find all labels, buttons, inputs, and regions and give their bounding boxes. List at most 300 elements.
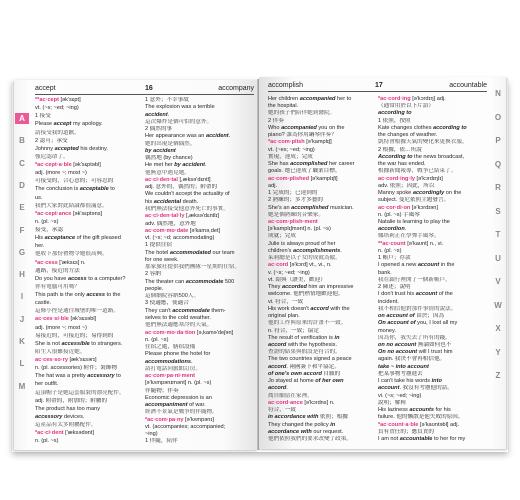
example-sentence [145, 308, 255, 314]
headword: *ac·cept·ance [35, 210, 72, 217]
headword: ac·com·mo·date [145, 227, 189, 234]
text-segment: him an impressive [306, 284, 354, 291]
line-text: 易接近的，可接近的；易得到的 [35, 332, 114, 339]
pronunciation: [ə'kɔrdns] n. [302, 399, 335, 406]
grammar-line [378, 248, 488, 254]
example-sentence [268, 96, 375, 102]
definition-line [268, 154, 375, 160]
index-tab-h: H [19, 270, 25, 280]
keyword: accomplished [291, 204, 329, 211]
headword-line [268, 176, 375, 182]
line-text: 接受，承認 [35, 227, 63, 233]
index-tab-e: E [19, 203, 25, 213]
text-segment: 500 [223, 278, 235, 285]
keyword: On no account [378, 349, 418, 356]
line-text: 經濟不景氣是戰爭的伴隨物。 [145, 409, 218, 416]
headword-line [145, 330, 255, 336]
text-segment: We couldn't accept the actuality of [145, 191, 230, 198]
translation-line [378, 233, 488, 239]
definition-line [35, 268, 143, 274]
definition-line [268, 299, 375, 305]
text-segment: on the [444, 190, 462, 197]
text-segment: welcome. 他們熱情地歡迎他。 [268, 291, 344, 298]
text-segment: our request. [311, 428, 344, 435]
line-text: n. (pl. ~s) [378, 247, 402, 254]
line-text: 符合，一致 [268, 407, 296, 414]
translation-line [35, 154, 143, 160]
translation-line [35, 203, 143, 209]
phrase-line [268, 414, 375, 420]
definition-line [145, 126, 255, 132]
phrase-line [378, 342, 488, 348]
index-tab-y: Y [495, 347, 501, 357]
text-segment: 依照；根據 [318, 414, 348, 421]
text-segment: The product has too many [35, 405, 100, 412]
grammar-line [145, 424, 255, 430]
text-segment: for one week. [145, 256, 179, 263]
line-text: 茱莉總是以子女的成就為傲。 [268, 255, 341, 262]
text-segment: you on the [316, 124, 345, 131]
grammar-line [268, 226, 375, 232]
line-text: n. (pl. ~s) [35, 438, 59, 445]
guide-word-last: accompany [218, 85, 254, 92]
example-sentence [35, 243, 143, 249]
text-segment: the news broadcast, [412, 153, 465, 160]
text-segment: . 我沒有考慮他的話。 [399, 385, 453, 392]
index-tab-x: X [495, 324, 501, 333]
example-sentence [145, 286, 255, 292]
line-text: vt. 給與（讚美，歡迎） [268, 276, 326, 283]
example-sentence [378, 356, 488, 362]
text-segment: . [205, 162, 207, 169]
index-tab-d: D [19, 180, 25, 190]
example-sentence [378, 132, 488, 138]
text-segment: The two countries signed a peace [268, 356, 352, 363]
line-text: 娜塔莉正在學彈手風琴。 [378, 233, 440, 240]
text-segment: musician. [328, 204, 354, 211]
line-text: 伴隨物；伴奏 [145, 387, 179, 394]
example-sentence [268, 429, 375, 435]
grammar-line [268, 270, 375, 276]
example-sentence [378, 385, 488, 391]
index-tab-v: V [495, 277, 501, 286]
headword: ac·ces·so·ry [35, 357, 68, 363]
definition-line [145, 438, 255, 444]
example-sentence [268, 205, 375, 211]
pronunciation: [ə'kɔrdɪŋ] adj. [410, 96, 446, 102]
keyword: accommodate [185, 278, 224, 285]
grammar-line [145, 235, 255, 241]
line-text: 我在銀行裡開了一個新帳戶。 [378, 276, 451, 283]
line-text: v. (~s; ~ed; ~ing) [268, 269, 310, 276]
pronunciation: [ə'kaʊntəbl] adj. [418, 421, 460, 428]
translation-line [378, 277, 488, 283]
pronunciation: [ə'kɔrd] vt., vi., n. [288, 262, 332, 269]
example-sentence [378, 270, 488, 276]
line-text: n. 符合，一致；協定 [268, 327, 319, 334]
index-tab-z: Z [495, 371, 501, 380]
text-segment: them- [209, 307, 226, 314]
headword-line [145, 373, 255, 379]
definition-line [145, 242, 255, 248]
phrase-line [378, 110, 488, 116]
line-text: 凱特會根據天氣的變化來更換衣服。 [378, 139, 468, 146]
pronunciation: ['æksədənt] [63, 430, 94, 437]
translation-line [145, 119, 255, 125]
line-text: 她的出現是個偶然。 [145, 140, 196, 147]
text-segment: They changed the policy [268, 421, 331, 428]
text-segment: selves to the cold weather. [145, 314, 211, 321]
guide-word-first: accomplish [268, 82, 304, 89]
text-segment: people. [145, 285, 164, 292]
line-text: 成就；完成 [268, 233, 296, 240]
index-tab-k: K [19, 337, 25, 346]
index-tab-j: J [19, 314, 25, 324]
headword-line [145, 417, 255, 423]
text-segment: money. [378, 327, 396, 334]
translation-line [35, 308, 143, 314]
headword: ac·ci·den·tal [145, 176, 178, 183]
example-sentence [145, 351, 255, 357]
index-tab-p: P [495, 136, 501, 145]
dictionary-page-right [259, 77, 506, 449]
text-segment: They can't [145, 307, 173, 314]
example-sentence [145, 162, 255, 168]
definition-line [378, 147, 488, 153]
example-sentence [378, 407, 488, 413]
keyword: according to [378, 110, 412, 117]
example-sentence [268, 335, 375, 341]
line-text: n. (pl. ~s) [145, 336, 169, 343]
definition-line [378, 400, 488, 406]
text-column-right [145, 97, 255, 445]
text-segment: bank. [378, 269, 392, 276]
line-text: 2 熟練的；多才多藝的 [268, 197, 324, 204]
example-sentence [35, 381, 143, 387]
text-segment: to a computer? [86, 275, 126, 282]
example-sentence [145, 191, 255, 197]
example-sentence [145, 133, 255, 139]
pronunciation: [ə'kaʊnt] n., vi. [405, 240, 444, 247]
translation-line [268, 320, 375, 326]
text-segment: The hotel [145, 249, 170, 256]
definition-line [378, 284, 488, 290]
translation-line [145, 322, 255, 328]
keyword: accord [310, 305, 329, 312]
text-segment: children's [268, 247, 294, 254]
phrase-line [145, 148, 255, 154]
example-sentence [268, 342, 375, 348]
text-segment: I can't take his words [378, 378, 432, 385]
text-segment: The theater can [145, 278, 186, 285]
line-text: [ə'kʌmpənɪmənt] n. (pl. ~s) [145, 380, 212, 387]
line-text: 1 帳戶；存款 [378, 255, 411, 262]
translation-line [145, 264, 255, 270]
definition-line [145, 344, 255, 350]
line-text: 1 接受 [35, 113, 51, 120]
line-text: 1 提供住宿 [145, 242, 173, 249]
text-segment: the hospital. [268, 103, 299, 110]
line-text: 喬自願留在家裡。 [268, 392, 313, 399]
text-segment: his [145, 198, 154, 205]
keyword: accidental [153, 198, 182, 205]
example-sentence [378, 436, 488, 442]
headword-line [378, 205, 488, 211]
example-sentence [35, 300, 143, 306]
keyword: access [67, 275, 87, 282]
line-text: 他們無法適應寒冷的天氣。 [145, 322, 213, 329]
pronunciation: [ə'kamplɪʃt] [309, 175, 338, 182]
grammar-line [35, 438, 143, 444]
grammar-line [35, 365, 143, 371]
text-segment: I don't trust his [378, 291, 416, 298]
headword-line [268, 400, 375, 406]
example-sentence [378, 161, 488, 167]
text-segment: Economic depression is an [145, 394, 212, 401]
definition-line [378, 255, 488, 261]
running-head [268, 81, 487, 92]
text-segment: I am not [378, 436, 400, 443]
text-segment: of the [437, 291, 453, 298]
pronunciation: [,æksə'dɛntl] [177, 176, 211, 183]
translation-line [268, 212, 375, 218]
keyword: by accident [174, 162, 206, 169]
text-segment: Manny spoke [378, 190, 413, 197]
keyword: in [330, 421, 336, 428]
line-text: n. (pl. ~s) 手風琴 [378, 211, 420, 218]
text-segment: again. 我決不會再相信他。 [378, 356, 446, 363]
translation-line [268, 436, 375, 442]
line-text: 根據新聞報導，戰爭已結束了。 [378, 168, 457, 175]
line-text: 強尼認命了。 [35, 153, 69, 160]
text-segment: Kate changes clothes [378, 124, 434, 131]
thumb-index [15, 80, 31, 450]
keyword: accord [268, 385, 287, 392]
text-segment: His laziness [378, 407, 410, 414]
line-text: 她的孩子們陪伴她到醫院。 [268, 110, 336, 117]
definition-line [378, 429, 488, 435]
keyword: accessory [35, 413, 63, 420]
headword: *ac·com·pa·ny [145, 416, 184, 423]
line-text: [ə'kamplɪʃmənt] n. (pl. ~s) [268, 226, 331, 233]
line-text: adj. 附帶的，附加的；附屬的 [35, 397, 108, 404]
line-text: 偶然地 (by chance) [145, 155, 193, 162]
keyword: accounts [409, 407, 434, 414]
text-segment: her to [335, 96, 352, 102]
line-text: 我不相信他對那件事情的說法。 [378, 305, 457, 312]
text-segment: the war has ended. [378, 161, 426, 168]
keyword: accept [53, 121, 72, 128]
text-segment: Natalie is learning to play the [378, 218, 450, 225]
text-segment: She's an [268, 204, 292, 211]
grammar-line [145, 337, 255, 343]
headword-line [35, 97, 143, 103]
example-sentence [378, 299, 488, 305]
dictionary-page-left [14, 80, 258, 450]
line-text: n. (pl. ~s) [35, 218, 59, 225]
keyword: accessory [87, 373, 115, 380]
example-sentence [378, 349, 488, 355]
line-text: 1 意外；不幸事故 [145, 97, 189, 103]
text-segment: will I trust him [417, 349, 453, 356]
text-segment: This path is the only [35, 292, 87, 298]
grammar-line [268, 183, 375, 189]
line-text: 2 認可；承受 [35, 137, 68, 144]
translation-line [145, 206, 255, 212]
line-text: 這產品有太多附屬配件。 [35, 422, 97, 428]
grammar-line [35, 219, 143, 225]
text-segment: piano? 誰為你用鋼琴伴奏？ [268, 132, 337, 139]
keyword: by accident [145, 147, 176, 154]
example-sentence [268, 306, 375, 312]
text-segment: castle. [35, 300, 52, 307]
line-text: 1 完成的；已達到的 [268, 190, 318, 197]
example-sentence [268, 103, 375, 109]
index-tab-i: I [20, 292, 24, 302]
keyword: according to [433, 124, 467, 131]
headword-line [378, 241, 488, 247]
definition-line [268, 197, 375, 203]
text-segment: death. [181, 198, 199, 205]
example-sentence [378, 190, 488, 196]
text-segment: to her for my [432, 436, 466, 443]
line-text: 這個劇院容納500人。 [145, 293, 200, 300]
example-sentence [145, 279, 255, 285]
keyword: accompanied [299, 96, 336, 102]
line-text: 2 根據，依…所說 [378, 146, 422, 153]
headword-line [35, 211, 143, 217]
page-number: 16 [145, 85, 153, 92]
translation-line [268, 393, 375, 399]
translation-line [145, 170, 255, 176]
keyword: accordingly [412, 190, 445, 197]
definition-line [268, 277, 375, 283]
line-text: 這次爆炸是個可怕的意外。 [145, 118, 213, 125]
example-sentence [35, 292, 143, 298]
keyword: on no account [378, 341, 417, 348]
translation-line [268, 255, 375, 261]
text-segment: Johnny [35, 145, 55, 152]
headword-line [145, 177, 255, 183]
text-column-left [35, 97, 143, 445]
text-segment: Do you have [35, 275, 68, 282]
index-tab-l: L [19, 359, 25, 369]
line-text: （通常用於以下片語） [378, 103, 434, 110]
example-sentence [145, 250, 255, 256]
text-segment: His [35, 235, 45, 242]
definition-line [378, 103, 488, 109]
translation-line [268, 110, 375, 116]
keyword: accepted [54, 145, 79, 152]
headword: *ac·com·plish [268, 139, 305, 146]
grammar-line [378, 393, 488, 399]
text-segment: I opened a new [378, 262, 418, 269]
headword: ac·com·plish·ment [268, 218, 318, 225]
text-segment: . [404, 226, 407, 233]
guide-word-last: accountable [449, 82, 487, 89]
line-text: 她是個熟練的音樂家。 [268, 211, 324, 218]
definition-line [378, 118, 488, 124]
keyword: accordion [378, 226, 405, 233]
line-text: 這條小徑是通往城堡的唯一道路。 [35, 308, 119, 315]
headword: *ac·cess [35, 259, 58, 266]
definition-line [145, 300, 255, 306]
line-text: 我們無法接受他意外死亡的事實。 [145, 205, 229, 212]
text-segment: Jo stayed at home [268, 378, 316, 385]
text-segment: . [167, 111, 170, 118]
grammar-line [145, 380, 255, 386]
example-sentence [268, 422, 375, 428]
headword-line [145, 213, 255, 219]
pronunciation: [ə'kamə,det] [188, 227, 221, 234]
pronunciation: [ə,kamə'deʃən] [195, 329, 234, 336]
index-tab-b: B [19, 136, 25, 146]
keyword: accomplishments [293, 247, 341, 254]
grammar-line [145, 184, 255, 190]
grammar-line [35, 170, 143, 176]
index-tab-g: G [18, 247, 26, 257]
text-segment: Her appearance was an [145, 133, 206, 140]
grammar-line [378, 212, 488, 218]
index-tab-o: O [494, 112, 502, 122]
example-sentence [378, 226, 488, 232]
headword-line [268, 219, 375, 225]
text-segment: failure. 他的懶散是他失敗的原因。 [378, 414, 464, 421]
headword-line [268, 262, 375, 268]
text-segment: She has [268, 161, 291, 168]
definition-line [268, 118, 375, 124]
text-segment: to strangers. [89, 340, 123, 347]
headword-line [145, 228, 255, 234]
line-text: 我們大家對此結論都很滿意。 [35, 202, 108, 209]
text-segment: devices. [62, 413, 85, 420]
text-segment: The conclusion is [35, 186, 80, 193]
line-text: 請打電話向旅館訂房。 [145, 365, 201, 372]
text-segment: . [191, 358, 193, 365]
grammar-line [35, 325, 143, 331]
text-segment: our team [210, 249, 235, 256]
text-segment: . [228, 133, 231, 140]
headword-line [35, 316, 143, 322]
example-sentence [145, 104, 255, 110]
line-text: 1 依照，按照 [378, 117, 411, 124]
example-sentence [378, 291, 488, 297]
headword: ac·cor·di·on [378, 204, 411, 211]
example-sentence [378, 378, 488, 384]
example-sentence [268, 241, 375, 247]
headword: ac·com·plished [268, 175, 310, 182]
translation-line [378, 139, 488, 145]
keyword: on account of [378, 313, 415, 320]
example-sentence [35, 235, 143, 241]
index-tab-s: S [495, 206, 501, 216]
keyword: account [415, 291, 438, 298]
headword: ac·ci·den·tal·ly [145, 213, 185, 220]
pronunciation: [ə'kamplɪʃ] [304, 139, 332, 146]
keyword: account [378, 385, 400, 392]
text-segment: 自願的 [321, 370, 341, 377]
line-text: 3 使適應，使適合 [145, 300, 189, 307]
text-segment: with the [328, 305, 350, 312]
example-sentence [268, 378, 375, 384]
line-text: 把某事物考慮進去 [378, 370, 423, 377]
line-text: 可接受的，合心意的；可容忍的 [35, 178, 114, 185]
text-segment: for his [433, 407, 451, 414]
text-segment: incident. [378, 298, 399, 305]
text-segment: Her children [268, 96, 300, 102]
line-text: 他收下那份禮物令她很高興。 [35, 251, 108, 258]
text-segment: with the hypothesis. [286, 341, 338, 348]
